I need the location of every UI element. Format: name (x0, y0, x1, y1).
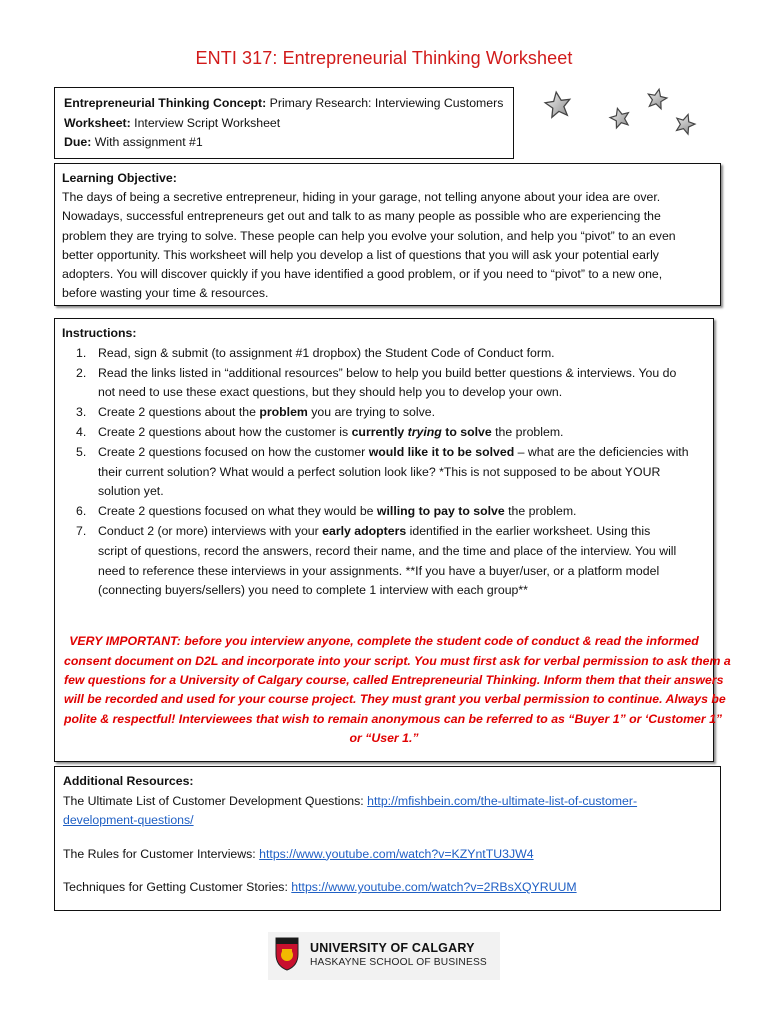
learning-objective-box (54, 163, 721, 306)
objective-heading: Learning Objective: (62, 171, 177, 185)
star-icon (646, 87, 668, 109)
logo-line1: UNIVERSITY OF CALGARY (310, 941, 475, 955)
due-line (64, 133, 504, 153)
due-label: Due: (64, 135, 92, 149)
concept-line (64, 94, 504, 114)
objective-line: better opportunity. This worksheet will help you develop a list of questions that you will ask your potential early (62, 247, 659, 262)
worksheet-value: Interview Script Worksheet (134, 115, 281, 130)
objective-line: The days of being a secretive entrepreneur, hiding in your garage, not telling anyone about your idea are over. (62, 190, 661, 205)
objective-line: adopters. You will discover quickly if you have identified a good problem, or if you need to “pivot” to a new one, (62, 267, 663, 282)
list-item: 4. Create 2 questions about how the customer is currently trying to solve the problem. (76, 424, 564, 439)
resources-heading: Additional Resources: (63, 774, 194, 788)
list-item: 3. Create 2 questions about the problem you are trying to solve. (76, 405, 435, 420)
resource-link[interactable]: https://www.youtube.com/watch?v=2RBsXQYRUUM (291, 880, 577, 894)
resource-link[interactable]: http://mfishbein.com/the-ultimate-list-of-customer- (367, 793, 638, 808)
additional-resources-box (54, 766, 721, 911)
logo-line2: HASKAYNE SCHOOL OF BUSINESS (310, 957, 487, 968)
concept-box (54, 87, 514, 159)
objective-line: problem they are trying to solve. These people can help you evolve your solution, and help you “pivot” to an even (62, 228, 676, 243)
resource-item: The Rules for Customer Interviews: https://www.youtube.com/watch?v=KZYntTU3JW4 (63, 846, 534, 861)
instructions-list (62, 344, 706, 601)
star-icon (544, 90, 572, 118)
list-item: 6. Create 2 questions focused on what they would be willing to pay to solve the problem. (76, 504, 577, 519)
resource-item: Techniques for Getting Customer Stories: https://www.youtube.com/watch?v=2RBsXQYRUUM (63, 880, 577, 894)
due-value: With assignment #1 (94, 135, 203, 149)
university-logo (268, 932, 500, 980)
resource-link[interactable]: https://www.youtube.com/watch?v=KZYntTU3JW4 (259, 846, 534, 861)
resource-link[interactable]: development-questions/ (63, 813, 194, 827)
star-icon (608, 106, 631, 129)
instructions-heading: Instructions: (62, 326, 137, 340)
list-item: 5. Create 2 questions focused on how the customer would like it to be solved – what are the deficiencies with their current solution? What would a perfect solution look like? *This is not supposed to be about YOUR solution yet. (76, 444, 689, 499)
objective-line: Nowadays, successful entrepreneurs get out and talk to as many people as possible who are experiencing the (62, 209, 661, 224)
page-title: ENTI 317: Entrepreneurial Thinking Worksheet (195, 48, 573, 68)
worksheet-line (64, 114, 504, 134)
list-item: 2. Read the links listed in “additional resources” below to help you build better questions & interviews. You do not need to use these exact questions, but they should help you to develop your own. (76, 365, 677, 400)
worksheet-label: Worksheet: (64, 115, 131, 130)
star-icon-group (538, 86, 708, 142)
concept-value: Primary Research: Interviewing Customers (269, 96, 504, 110)
concept-label: Entrepreneurial Thinking Concept: (64, 96, 267, 110)
crest-icon (274, 936, 300, 972)
list-item: 7. Conduct 2 (or more) interviews with your early adopters identified in the earlier worksheet. Using this script of questions, record the answers, record their name, and the time and place of the interview. You will need to reference these interviews in your assignments. **If you have a buyer/user, or a platform model (connecting buyers/sellers) you need to complete 1 interview with each group** (76, 523, 677, 598)
instructions-box (54, 318, 731, 762)
objective-line: before wasting your time & resources. (62, 286, 269, 301)
resource-item: The Ultimate List of Customer Development Questions: http://mfishbein.com/the-ultimate-list-of-customer- development-questions/ (63, 793, 638, 827)
important-notice: VERY IMPORTANT: before you interview anyone, complete the student code of conduct & read the informed consent document on D2L and incorporate into your script. You must first ask for verbal permission to ask them a few questions for a University of Calgary course, called Entrepreneurial Thinking. Inform them that their answers will be recorded and used for your course project. They must grant you verbal permission to continue. Always be polite & respectful! Interviewees that wish to remain anonymous can be referred to as “Buyer 1” or ‘Customer 1” or “User 1.” (64, 634, 731, 746)
star-icon (673, 112, 697, 136)
list-item: 1. Read, sign & submit (to assignment #1 dropbox) the Student Code of Conduct form. (76, 345, 555, 360)
